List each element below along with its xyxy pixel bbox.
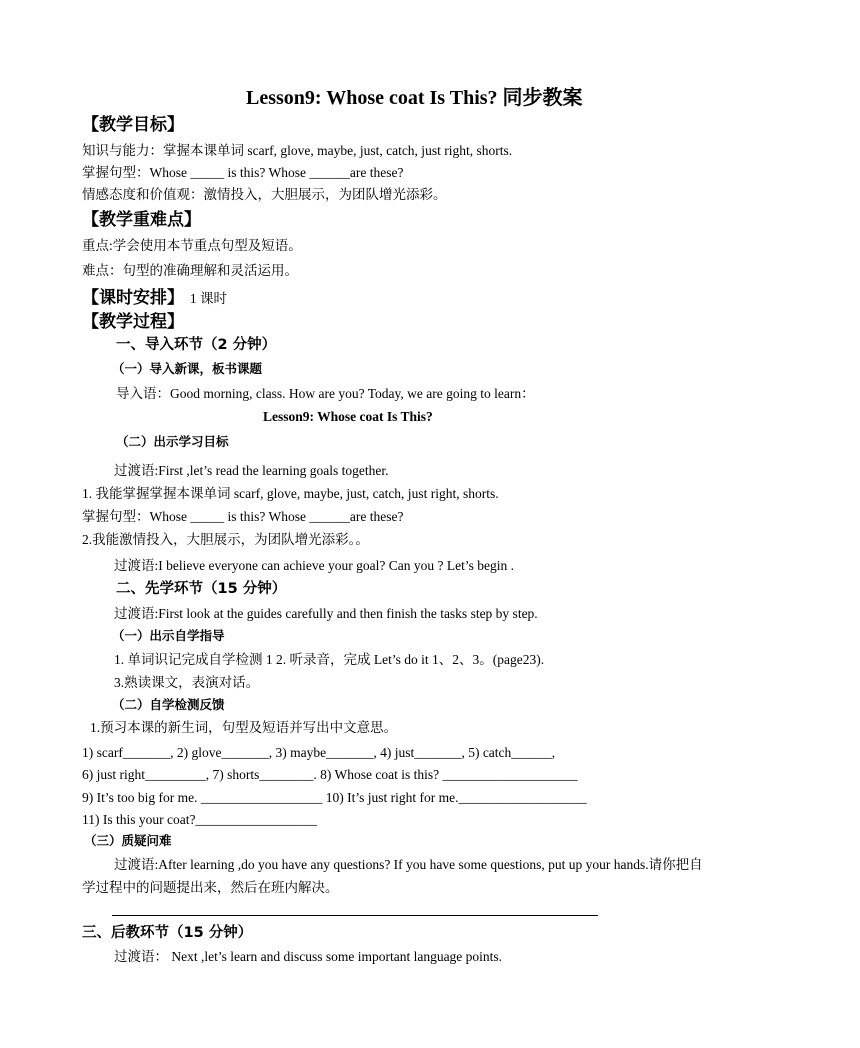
- part2-row1: 1) scarf_______, 2) glove_______, 3) maybe_______, 4) just_______, 5) catch______,: [82, 745, 556, 760]
- part2-row4: 11) Is this your coat?__________________: [82, 812, 317, 827]
- goal-attitude: 情感态度和价值观：激情投入，大胆展示，为团队增光添彩。: [82, 187, 447, 202]
- keypoint-difficulty: 难点：句型的准确理解和灵活运用。: [82, 263, 298, 278]
- part3-transition: 过渡语： Next ,let’s learn and discuss some important language points.: [114, 949, 503, 964]
- page-title: Lesson9: Whose coat Is This? 同步教案: [246, 87, 583, 109]
- keypoint-focus: 重点:学会使用本节重点句型及短语。: [82, 238, 302, 253]
- part2-sub2: （二）自学检测反馈: [112, 697, 225, 712]
- part1-goal1-sentences: 掌握句型：Whose _____ is this? Whose ______are these?: [82, 509, 404, 524]
- section-heading-process: 【教学过程】: [82, 312, 184, 332]
- part2-transition: 过渡语:First look at the guides carefully and then finish the tasks step by step.: [114, 606, 538, 621]
- part1-transition1: 过渡语:First ,let’s read the learning goals together.: [114, 463, 389, 478]
- goal-sentences: 掌握句型：Whose _____ is this? Whose ______are these?: [82, 165, 404, 180]
- part1-heading: 一、导入环节（2 分钟）: [116, 337, 277, 353]
- part2-row3: 9) It’s too big for me. __________________ 10) It’s just right for me.___________________: [82, 790, 587, 805]
- part3-heading: 三、后教环节（15 分钟）: [82, 925, 253, 941]
- part2-row2: 6) just right_________, 7) shorts________. 8) Whose coat is this? ____________________: [82, 767, 578, 782]
- schedule-value: 1 课时: [189, 291, 228, 306]
- part2-transition3a: 过渡语:After learning ,do you have any questions? If you have some questions, put up your hands.请你把自: [114, 857, 703, 872]
- part2-heading: 二、先学环节（15 分钟）: [116, 581, 287, 597]
- goal-knowledge: 知识与能力：掌握本课单词 scarf, glove, maybe, just, catch, just right, shorts.: [82, 143, 513, 158]
- section-heading-schedule: [82, 287, 227, 310]
- part2-sub3: （三）质疑问难: [84, 833, 172, 848]
- part2-transition3b: 学过程中的问题提出来，然后在班内解决。: [82, 880, 339, 895]
- answer-line: [112, 915, 598, 916]
- part2-sub1: （一）出示自学指导: [112, 628, 225, 643]
- part2-guide1: 1. 单词识记完成自学检测 1 2. 听录音，完成 Let’s do it 1、2、3。(page23).: [114, 652, 545, 667]
- part1-intro: 导入语：Good morning, class. How are you? Today, we are going to learn：: [116, 386, 535, 401]
- part1-sub1: （一）导入新课，板书课题: [112, 361, 263, 376]
- part1-sub2: （二）出示学习目标: [116, 434, 229, 449]
- part1-transition2: 过渡语:I believe everyone can achieve your goal? Can you ? Let’s begin .: [114, 558, 514, 573]
- part1-goal1: 1. 我能掌握掌握本课单词 scarf, glove, maybe, just, catch, just right, shorts.: [82, 486, 499, 501]
- part2-task: 1.预习本课的新生词，句型及短语并写出中文意思。: [90, 720, 398, 735]
- part1-lesson-title: Lesson9: Whose coat Is This?: [263, 409, 433, 424]
- section-heading-keypoints: 【教学重难点】: [82, 210, 201, 230]
- schedule-label: 【课时安排】: [82, 288, 184, 308]
- part2-guide2: 3.熟读课文，表演对话。: [114, 675, 260, 690]
- part1-goal2: 2.我能激情投入，大胆展示，为团队增光添彩。。: [82, 532, 369, 547]
- section-heading-goals: 【教学目标】: [82, 115, 184, 135]
